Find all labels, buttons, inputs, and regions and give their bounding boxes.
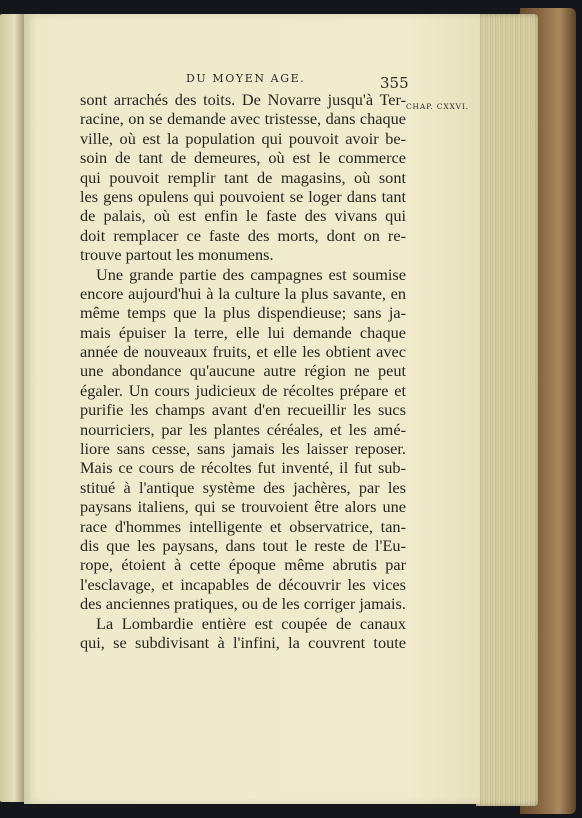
text-line: l'esclavage, et incapables de découvrir les vices (80, 574, 406, 594)
text-line: doit remplacer ce faste des morts, dont on re- (80, 225, 406, 245)
text-line: qui pouvoit remplir tant de magasins, où sont (80, 167, 406, 187)
text-line: nourriciers, par les plantes céréales, et les amé- (80, 419, 406, 439)
text-line: des anciennes pratiques, ou de les corriger jamais. (80, 594, 406, 614)
text-line: même temps que la plus dispendieuse; sans ja- (80, 303, 406, 323)
text-line: Une grande partie des campagnes est soumise (96, 264, 406, 284)
text-line: purifie les champs avant d'en recueillir les sucs (80, 400, 406, 420)
text-line: liore sans cesse, sans jamais les laisser reposer. (80, 439, 406, 459)
text-line: ville, où est la population qui pouvoit avoir be- (80, 128, 406, 148)
left-page-edge (0, 14, 24, 802)
text-line: année de nouveaux fruits, et elle les obtient avec (80, 342, 406, 362)
text-line: encore aujourd'hui à la culture la plus savante, en (80, 283, 406, 303)
text-line: stitué à l'antique système des jachères, par les (80, 477, 406, 497)
page-stack-edge (476, 14, 538, 806)
text-line: trouve partout les monumens. (80, 245, 274, 265)
text-line: Mais ce cours de récoltes fut inventé, il fut sub- (80, 458, 406, 478)
text-line: dis que les paysans, dans tout le reste de l'Eu- (80, 535, 406, 555)
text-line: égaler. Un cours judicieux de récoltes prépare et (80, 380, 406, 400)
margin-note: CHAP. CXXVI. (406, 102, 469, 111)
running-head: DU MOYEN AGE. (186, 72, 306, 85)
text-line: La Lombardie entière est coupée de canaux (96, 613, 406, 633)
text-line: une abondance qu'aucune autre région ne peut (80, 361, 406, 381)
text-line: race d'hommes intelligente et observatrice, tan- (80, 516, 406, 536)
text-line: soin de tant de demeures, où est le commerce (80, 148, 406, 168)
text-line: rope, étoient à cette époque même abrutis par (80, 555, 406, 575)
text-line: les gens opulens qui pouvoient se loger dans tant (80, 186, 406, 206)
text-line: qui, se subdivisant à l'infini, la couvrent toute (80, 632, 406, 652)
body-text (80, 90, 406, 652)
text-line: paysans italiens, qui se trouvoient être alors une (80, 497, 406, 517)
text-line: de palais, où est enfin le faste des vivans qui (80, 206, 406, 226)
text-line: racine, on se demande avec tristesse, dans chaque (80, 109, 406, 129)
text-line: mais épuiser la terre, elle lui demande chaque (80, 322, 406, 342)
text-line: sont arrachés des toits. De Novarre jusqu'à Ter- (80, 90, 406, 109)
page-number: 355 (380, 74, 409, 92)
